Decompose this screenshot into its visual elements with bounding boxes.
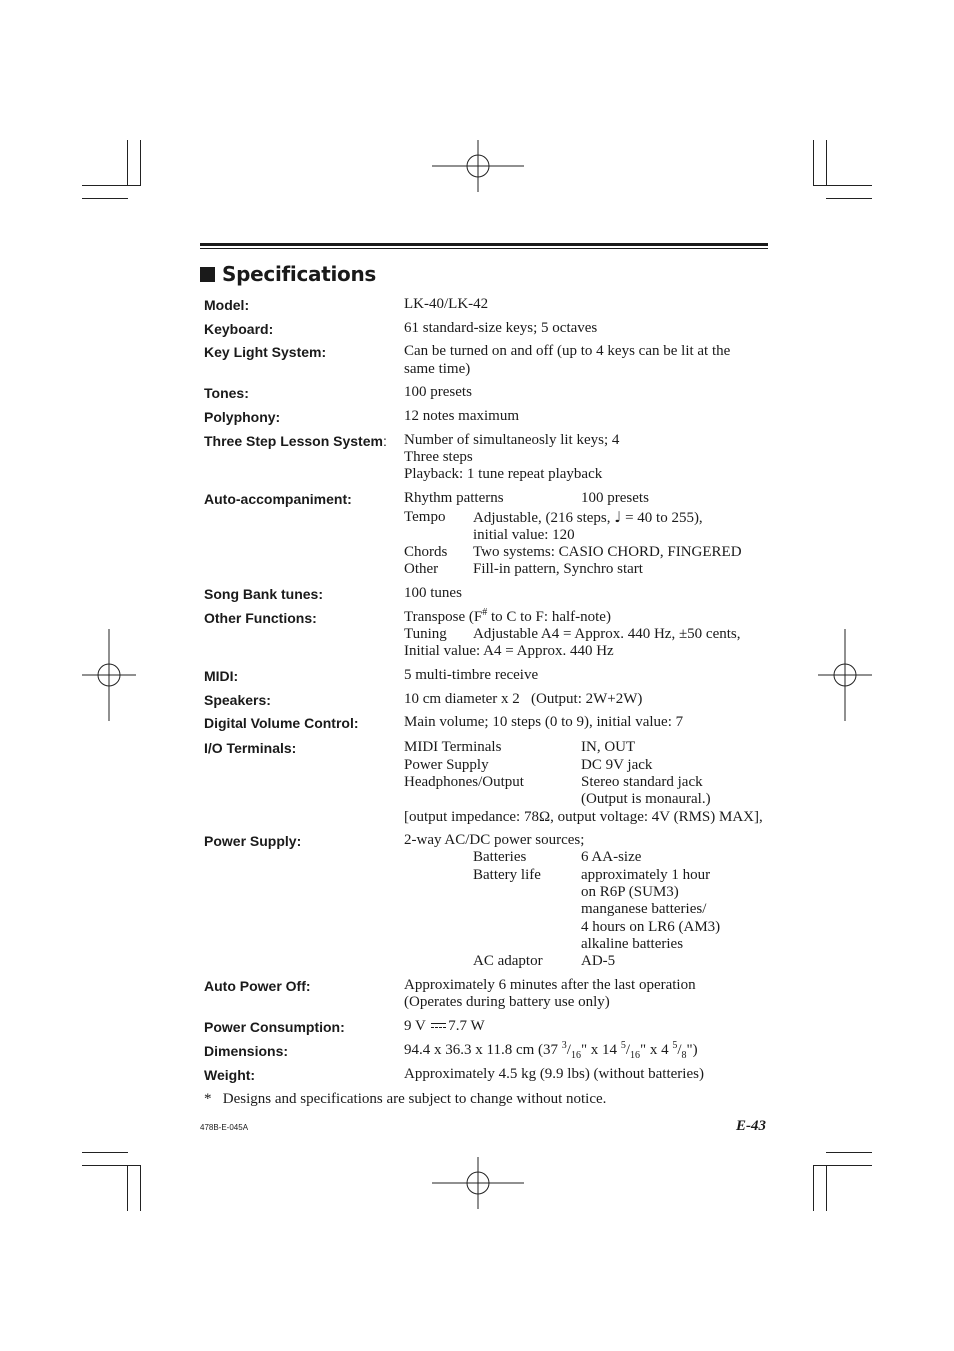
spec-value-batteries: 6 AA-size <box>581 849 642 865</box>
spec-value-ac-adaptor: AD-5 <box>581 953 616 969</box>
spec-value-keyboard: 61 standard-size keys; 5 octaves <box>404 320 598 336</box>
crop-mark <box>826 140 827 186</box>
crop-mark <box>82 185 141 186</box>
spec-value-headphones-note: (Output is monaural.) <box>581 791 711 807</box>
crop-mark <box>826 198 872 199</box>
header-rule-thin <box>200 248 768 249</box>
crop-mark <box>813 1165 814 1211</box>
spec-value-headphones: Stereo standard jack <box>581 774 703 790</box>
spec-value-midi: 5 multi-timbre receive <box>404 667 539 683</box>
spec-value-lesson-1: Number of simultaneosly lit keys; 4 <box>404 432 620 448</box>
spec-label-lesson: Three Step Lesson System: <box>204 433 387 449</box>
spec-value-weight: Approximately 4.5 kg (9.9 lbs) (without batteries) <box>404 1066 704 1082</box>
spec-sublabel-batteries: Batteries <box>473 849 527 865</box>
spec-value-volume: Main volume; 10 steps (0 to 9), initial value: 7 <box>404 714 684 730</box>
spec-label-key-light: Key Light System: <box>204 344 327 360</box>
spec-value-dimensions: 94.4 x 36.3 x 11.8 cm (37 $^3/_{16}$" x 14 $^5/_{16}$" x 4 $^5/_8$") <box>404 1040 698 1061</box>
spec-sublabel-tempo: Tempo <box>404 509 446 525</box>
spec-value-auto-off-2: (Operates during battery use only) <box>404 994 610 1010</box>
spec-value-key-light-2: same time) <box>404 361 471 377</box>
crop-mark <box>82 198 128 199</box>
registration-mark-top <box>432 140 524 192</box>
spec-sublabel-tuning: Tuning <box>404 626 447 642</box>
spec-value-midi-terminals: IN, OUT <box>581 739 636 755</box>
spec-label-dimensions: Dimensions: <box>204 1043 289 1059</box>
spec-value-polyphony: 12 notes maximum <box>404 408 519 424</box>
spec-value-auto-off-1: Approximately 6 minutes after the last operation <box>404 977 696 993</box>
spec-value-power-jack: DC 9V jack <box>581 757 653 773</box>
spec-value-chords: Two systems: CASIO CHORD, FINGERED <box>473 544 742 560</box>
spec-sublabel-rhythm: Rhythm patterns <box>404 490 504 506</box>
quarter-note-icon: ♩ <box>614 508 622 526</box>
spec-label-polyphony: Polyphony: <box>204 409 281 425</box>
spec-sublabel-ac-adaptor: AC adaptor <box>473 953 543 969</box>
spec-value-song-bank: 100 tunes <box>404 585 462 601</box>
page-title <box>200 262 376 286</box>
crop-mark <box>127 140 128 186</box>
spec-value-impedance: [output impedance: 78Ω, output voltage: 4V (RMS) MAX], <box>404 809 763 825</box>
spec-label-auto-accompaniment: Auto-accompaniment: <box>204 491 352 507</box>
spec-value-tempo: Adjustable, (216 steps, ♩ = 40 to 255), <box>473 508 703 526</box>
spec-value-key-light-1: Can be turned on and off (up to 4 keys can be lit at the <box>404 343 731 359</box>
spec-value-rhythm: 100 presets <box>581 490 649 506</box>
spec-value-battery-life-5: alkaline batteries <box>581 936 684 952</box>
registration-mark-left <box>82 629 136 721</box>
document-code: 478B-E-045A <box>200 1123 249 1132</box>
dc-symbol-icon <box>431 1022 446 1031</box>
spec-label-auto-off: Auto Power Off: <box>204 978 311 994</box>
crop-mark <box>82 1152 128 1153</box>
spec-value-transpose: Transpose (F# to C to F: half-note) <box>404 607 611 625</box>
spec-sublabel-midi-terminals: MIDI Terminals <box>404 739 502 755</box>
page-number: E-43 <box>736 1118 766 1134</box>
spec-value-tones: 100 presets <box>404 384 472 400</box>
crop-mark <box>82 1165 141 1166</box>
spec-value-tuning-initial: Initial value: A4 = Approx. 440 Hz <box>404 643 614 659</box>
spec-label-consumption: Power Consumption: <box>204 1019 345 1035</box>
spec-value-battery-life-1: approximately 1 hour <box>581 867 711 883</box>
crop-mark <box>826 1165 827 1211</box>
spec-value-tuning: Adjustable A4 = Approx. 440 Hz, ±50 cents, <box>473 626 741 642</box>
spec-value-power-intro: 2-way AC/DC power sources; <box>404 832 585 848</box>
header-rule <box>200 243 768 246</box>
spec-label-tones: Tones: <box>204 385 249 401</box>
crop-mark <box>826 1152 872 1153</box>
spec-sublabel-chords: Chords <box>404 544 448 560</box>
spec-label-volume: Digital Volume Control: <box>204 715 359 731</box>
spec-label-keyboard: Keyboard: <box>204 321 274 337</box>
spec-label-song-bank: Song Bank tunes: <box>204 586 324 602</box>
spec-sublabel-battery-life: Battery life <box>473 867 541 883</box>
spec-value-battery-life-4: 4 hours on LR6 (AM3) <box>581 919 721 935</box>
spec-value-battery-life-2: on R6P (SUM3) <box>581 884 679 900</box>
spec-label-weight: Weight: <box>204 1067 256 1083</box>
registration-mark-bottom <box>432 1157 524 1209</box>
spec-sublabel-power-jack: Power Supply <box>404 757 489 773</box>
spec-value-tempo-initial: initial value: 120 <box>473 527 575 543</box>
spec-value-model: LK-40/LK-42 <box>404 296 489 312</box>
spec-label-midi: MIDI: <box>204 668 239 684</box>
footnote: * Designs and specifications are subject to change without notice. <box>204 1091 607 1107</box>
page-title-text: Specifications <box>222 262 377 286</box>
spec-value-battery-life-3: manganese batteries/ <box>581 901 707 917</box>
registration-mark-right <box>818 629 872 721</box>
crop-mark <box>140 140 141 186</box>
spec-sublabel-headphones: Headphones/Output <box>404 774 524 790</box>
spec-value-speakers: 10 cm diameter x 2 (Output: 2W+2W) <box>404 691 643 707</box>
crop-mark <box>813 1165 872 1166</box>
spec-value-consumption: 9 V 7.7 W <box>404 1018 485 1034</box>
crop-mark <box>813 185 872 186</box>
crop-mark <box>140 1165 141 1211</box>
square-bullet-icon <box>200 267 215 282</box>
spec-label-speakers: Speakers: <box>204 692 271 708</box>
crop-mark <box>127 1165 128 1211</box>
spec-value-other: Fill-in pattern, Synchro start <box>473 561 643 577</box>
spec-value-lesson-2: Three steps <box>404 449 473 465</box>
crop-mark <box>813 140 814 186</box>
spec-value-lesson-3: Playback: 1 tune repeat playback <box>404 466 603 482</box>
spec-label-model: Model: <box>204 297 250 313</box>
spec-label-power-supply: Power Supply: <box>204 833 302 849</box>
spec-label-io: I/O Terminals: <box>204 740 297 756</box>
spec-sublabel-other: Other <box>404 561 439 577</box>
spec-label-other-functions: Other Functions: <box>204 610 317 626</box>
